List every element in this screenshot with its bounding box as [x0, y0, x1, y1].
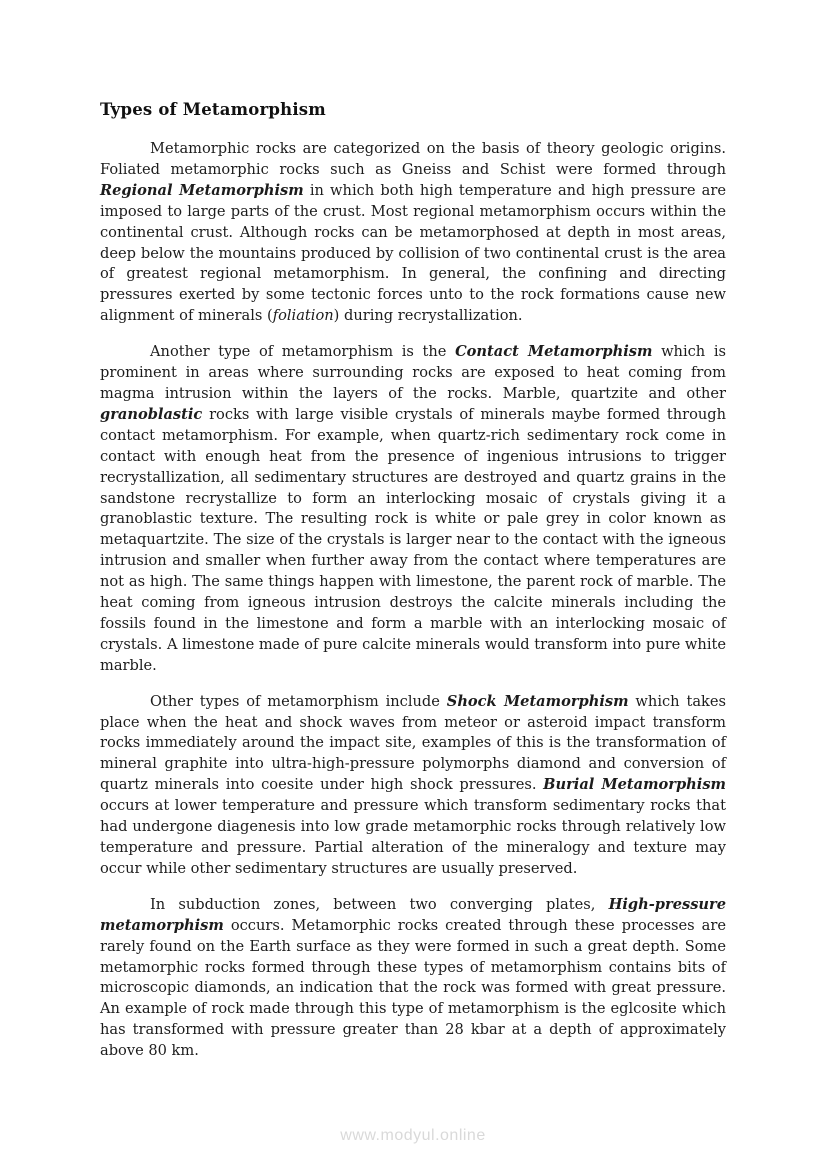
- text-run: Contact Metamorphism: [455, 343, 653, 361]
- text-run: Another type of metamorphism is the: [150, 343, 456, 361]
- text-run: In subduction zones, between two converging plates,: [150, 895, 609, 913]
- text-run: High-pressure metamorphism: [100, 895, 726, 934]
- paragraph: [100, 692, 726, 880]
- text-run: ) during recrystallization.: [333, 307, 523, 325]
- text-run: which takes place when the heat and shock waves from meteor or asteroid impact transform rocks immediately around the impact site, examples of this is the transformation of mineral graphite into ultra-high-pressure polymorphs diamond and conversion of quartz minerals into coesite under high shock pressures.: [100, 692, 726, 794]
- text-run: granoblastic: [100, 405, 203, 423]
- paragraph: [100, 895, 726, 1062]
- text-run: rocks with large visible crystals of minerals maybe formed through contact metamorphism. For example, when quartz-rich sedimentary rock come in contact with enough heat from the presence of ingenious intrusions to trigger recrystallization, all sedimentary structures are destroyed and quartz grains in the sandstone recrystallize to form an interlocking mosaic of crystals giving it a granoblastic texture. The resulting rock is white or pale grey in color known as metaquartzite. The size of the crystals is larger near to the contact with the igneous intrusion and smaller when further away from the contact where temperatures are not as high. The same things happen with limestone, the parent rock of marble. The heat coming from igneous intrusion destroys the calcite minerals including the fossils found in the limestone and form a marble with an interlocking mosaic of crystals. A limestone made of pure calcite minerals would transform into pure white marble.: [100, 405, 726, 674]
- text-run: occurs. Metamorphic rocks created through these processes are rarely found on the Earth surface as they were formed in such a great depth. Some metamorphic rocks formed through these types of metamorphism contains bits of microscopic diamonds, an indication that the rock was formed with great pressure. An example of rock made through this type of metamorphism is the eglcosite which has transformed with pressure greater than 28 kbar at a depth of approximately above 80 km.: [100, 916, 726, 1060]
- text-run: Burial Metamorphism: [543, 776, 726, 794]
- text-run: occurs at lower temperature and pressure which transform sedimentary rocks that had undergone diagenesis into low grade metamorphic rocks through relatively low temperature and pressure. Partial alteration of the mineralogy and texture may occur while other sedimentary structures are usually preserved.: [100, 797, 726, 877]
- watermark: www.modyul.online: [340, 1127, 486, 1144]
- paragraph: [100, 342, 726, 677]
- text-run: Other types of metamorphism include: [150, 692, 447, 710]
- text-run: which is prominent in areas where surrounding rocks are exposed to heat coming from magma intrusion within the layers of the rocks. Marble, quartzite and other: [100, 343, 726, 402]
- text-run: foliation: [272, 307, 334, 325]
- paragraph: [100, 139, 726, 327]
- text-run: Metamorphic rocks are categorized on the basis of theory geologic origins. Foliated metamorphic rocks such as Gneiss and Schist were formed through: [100, 140, 726, 178]
- text-run: in which both high temperature and high pressure are imposed to large parts of the crust. Most regional metamorphism occurs within the continental crust. Although rocks can be metamorphosed at depth in most areas, deep below the mountains produced by collision of two continental crust is the area of greatest regional metamorphism. In general, the confining and directing pressures exerted by some tectonic forces unto to the rock formations cause new alignment of minerals (: [100, 181, 726, 325]
- text-run: Regional Metamorphism: [100, 181, 304, 199]
- body-text: [100, 139, 726, 1062]
- text-run: Shock Metamorphism: [446, 692, 629, 710]
- page-title: Types of Metamorphism: [100, 100, 326, 119]
